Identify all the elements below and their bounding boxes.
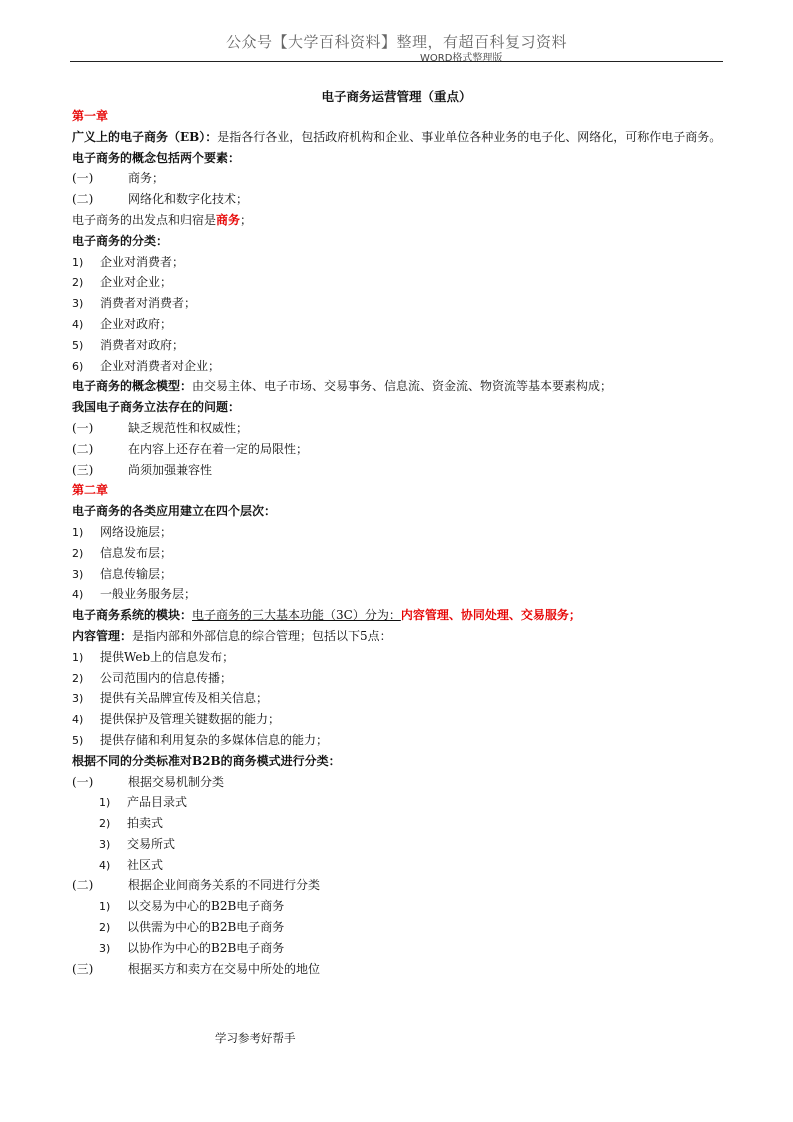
- list-marker: 1): [99, 900, 111, 914]
- list-marker: 4): [72, 588, 84, 602]
- list-text: 根据企业间商务关系的不同进行分类: [128, 878, 321, 893]
- list-item: [72, 314, 726, 335]
- list-item: [72, 189, 726, 210]
- list-text: 以供需为中心的B2B电子商务: [127, 920, 285, 935]
- list-text: 企业对消费者对企业；: [100, 358, 221, 373]
- list-marker: 4): [72, 317, 84, 331]
- sub-list-item: [72, 792, 726, 813]
- list-text: 提供有关品牌宣传及相关信息；: [100, 691, 269, 706]
- list-text: 以协作为中心的B2B电子商务: [127, 940, 285, 955]
- list-item: [72, 564, 726, 585]
- list-marker: (一): [72, 774, 94, 789]
- list-text: 消费者对消费者；: [100, 296, 197, 311]
- list-item: [72, 418, 726, 439]
- layers-heading: 电子商务的各类应用建立在四个层次：: [72, 504, 277, 519]
- definition-term: 广义上的电子商务（EB）：: [72, 129, 218, 144]
- header-rule: [70, 61, 723, 62]
- list-text: 企业对消费者；: [100, 254, 185, 269]
- list-marker: (一): [72, 171, 94, 186]
- list-text: 网络化和数字化技术；: [128, 192, 249, 207]
- list-text: 产品目录式: [127, 795, 188, 810]
- list-text: 消费者对政府；: [100, 337, 185, 352]
- chapter-1-heading: 第一章: [72, 109, 109, 123]
- list-item: [72, 293, 726, 314]
- list-text: 企业对政府；: [100, 316, 173, 331]
- list-marker: 5): [72, 338, 84, 352]
- module-sentence: [72, 605, 726, 626]
- list-item: [72, 772, 726, 793]
- origin-highlight: 商务: [216, 212, 241, 227]
- list-item: [72, 335, 726, 356]
- list-item: [72, 252, 726, 273]
- list-text: 拍卖式: [127, 816, 164, 831]
- list-marker: (三): [72, 462, 94, 477]
- page-footer: 学习参考好帮手: [215, 1031, 296, 1045]
- list-marker: (二): [72, 878, 94, 893]
- list-marker: 2): [72, 671, 84, 685]
- list-marker: (三): [72, 961, 94, 976]
- list-marker: (一): [72, 420, 94, 435]
- list-text: 缺乏规范性和权威性；: [128, 420, 249, 435]
- list-item: [72, 543, 726, 564]
- b2b-heading: 根据不同的分类标准对B2B的商务模式进行分类：: [72, 753, 341, 768]
- content-management-term: 内容管理：: [72, 628, 133, 643]
- list-marker: 5): [72, 733, 84, 747]
- module-term: 电子商务系统的模块：: [72, 608, 193, 623]
- origin-text: 电子商务的出发点和归宿是: [72, 212, 217, 227]
- legislation-heading: 我国电子商务立法存在的问题：: [72, 400, 241, 415]
- list-marker: (二): [72, 192, 94, 207]
- list-marker: 2): [99, 817, 111, 831]
- list-text: 信息传输层；: [100, 566, 173, 581]
- list-item: [72, 584, 726, 605]
- list-marker: 1): [72, 650, 84, 664]
- list-marker: 3): [99, 941, 111, 955]
- sub-list-item: [72, 938, 726, 959]
- list-marker: 1): [72, 255, 84, 269]
- list-marker: 6): [72, 359, 84, 373]
- module-underline-text: 电子商务的三大基本功能（3C）分为：: [192, 608, 401, 623]
- list-marker: 1): [72, 525, 84, 539]
- classification-heading: 电子商务的分类：: [72, 233, 169, 248]
- list-text: 企业对企业；: [100, 275, 173, 290]
- list-item: [72, 647, 726, 668]
- list-marker: (二): [72, 441, 94, 456]
- content-management-sentence: [72, 626, 726, 647]
- sub-list-item: [72, 917, 726, 938]
- list-text: 网络设施层；: [100, 524, 173, 539]
- sub-list-item: [72, 855, 726, 876]
- list-marker: 2): [72, 276, 84, 290]
- definition-paragraph: [72, 127, 726, 148]
- model-term: 电子商务的概念模型：: [72, 379, 193, 394]
- list-text: 尚须加强兼容性: [128, 462, 213, 477]
- list-item: [72, 272, 726, 293]
- list-text: 以交易为中心的B2B电子商务: [127, 899, 285, 914]
- list-marker: 4): [72, 713, 84, 727]
- list-text: 提供保护及管理关键数据的能力；: [100, 712, 281, 727]
- header-title: 公众号【大学百科资料】整理，有超百科复习资料: [225, 33, 567, 51]
- definition-text: 是指各行各业，包括政府机构和企业、事业单位各种业务的电子化、网络化，可称作电子商务。: [217, 129, 722, 144]
- header-subtitle: WORD格式整理版: [420, 53, 503, 64]
- sub-list-item: [72, 813, 726, 834]
- content-management-text: 是指内部和外部信息的综合管理；包括以下5点：: [132, 628, 392, 643]
- list-marker: 3): [72, 567, 84, 581]
- list-marker: 4): [99, 858, 111, 872]
- list-item: [72, 356, 726, 377]
- list-marker: 3): [72, 297, 84, 311]
- list-text: 社区式: [127, 857, 164, 872]
- list-text: 提供Web上的信息发布；: [100, 649, 235, 664]
- list-item: [72, 460, 726, 481]
- list-text: 根据交易机制分类: [128, 774, 225, 789]
- document-title: 电子商务运营管理（重点）: [321, 89, 472, 104]
- list-text: 商务；: [128, 171, 165, 186]
- list-item: [72, 168, 726, 189]
- list-text: 信息发布层；: [100, 545, 173, 560]
- document-body: [72, 106, 726, 979]
- sub-list-item: [72, 834, 726, 855]
- model-text: 由交易主体、电子市场、交易事务、信息流、资金流、物资流等基本要素构成；: [192, 379, 613, 394]
- list-item: [72, 522, 726, 543]
- list-text: 根据买方和卖方在交易中所处的地位: [128, 961, 321, 976]
- list-text: 在内容上还存在着一定的局限性；: [128, 441, 309, 456]
- list-text: 提供存储和利用复杂的多媒体信息的能力；: [100, 732, 329, 747]
- model-sentence: [72, 376, 726, 397]
- list-item: [72, 875, 726, 896]
- list-item: [72, 668, 726, 689]
- list-item: [72, 959, 726, 980]
- list-item: [72, 439, 726, 460]
- list-item: [72, 730, 726, 751]
- list-marker: 2): [99, 921, 111, 935]
- list-marker: 3): [99, 837, 111, 851]
- list-text: 公司范围内的信息传播；: [100, 670, 233, 685]
- list-text: 交易所式: [127, 836, 176, 851]
- list-marker: 3): [72, 692, 84, 706]
- list-item: [72, 688, 726, 709]
- origin-sentence: [72, 210, 726, 231]
- sub-list-item: [72, 896, 726, 917]
- list-text: 一般业务服务层；: [100, 587, 197, 602]
- list-marker: 1): [99, 796, 111, 810]
- list-marker: 2): [72, 546, 84, 560]
- chapter-2-heading: 第二章: [72, 483, 109, 498]
- concept-heading: 电子商务的概念包括两个要素：: [72, 150, 241, 165]
- list-item: [72, 709, 726, 730]
- origin-end: ；: [240, 212, 253, 227]
- module-highlight: 内容管理、协同处理、交易服务；: [400, 608, 581, 623]
